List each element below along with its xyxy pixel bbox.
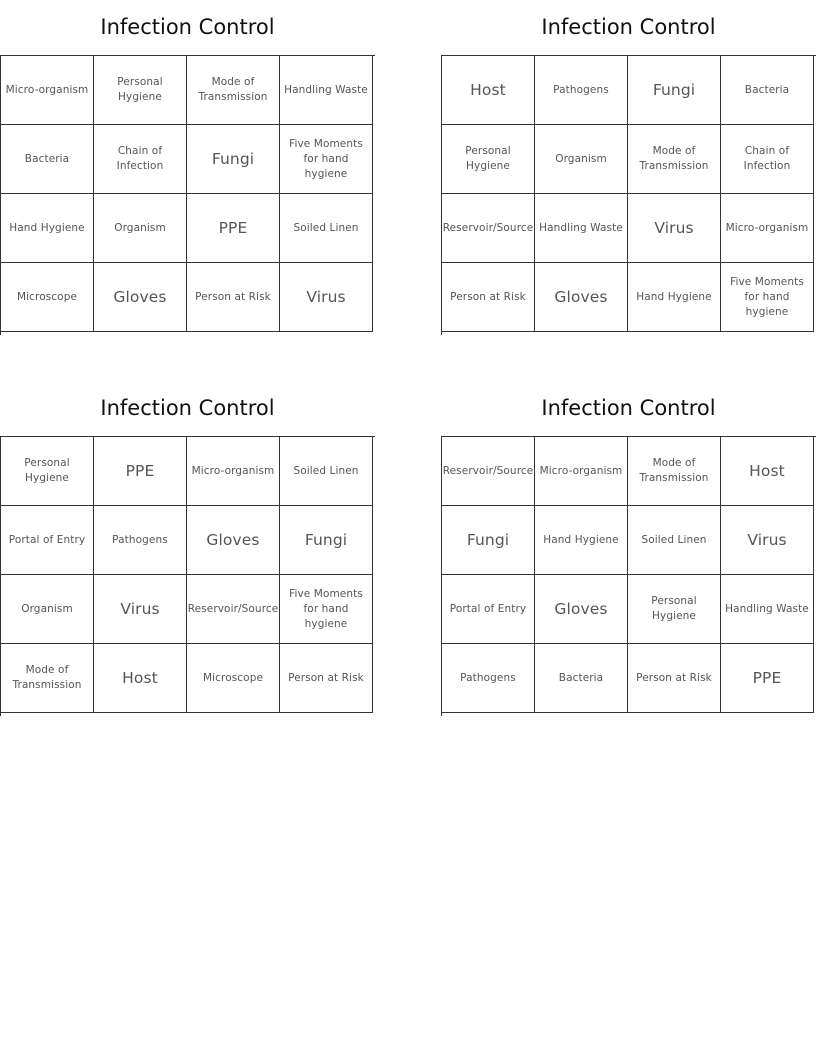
bingo-cell: Bacteria xyxy=(535,644,628,713)
bingo-cell: Organism xyxy=(535,125,628,194)
bingo-cell: Personal Hygiene xyxy=(442,125,535,194)
bingo-cell: Pathogens xyxy=(94,506,187,575)
bingo-cell: Host xyxy=(94,644,187,713)
bingo-cell: Soiled Linen xyxy=(280,194,373,263)
bingo-card-2 xyxy=(441,12,816,318)
bingo-cell: Gloves xyxy=(535,263,628,332)
bingo-cell: Reservoir/Source xyxy=(442,437,535,506)
bingo-cell: Micro-organism xyxy=(721,194,814,263)
bingo-cell: Soiled Linen xyxy=(628,506,721,575)
bingo-cell: Chain of Infection xyxy=(94,125,187,194)
bingo-cell: Mode of Transmission xyxy=(628,437,721,506)
bingo-cell: Personal Hygiene xyxy=(628,575,721,644)
bingo-cell: Host xyxy=(442,56,535,125)
bingo-cell: PPE xyxy=(187,194,280,263)
bingo-cell: Hand Hygiene xyxy=(1,194,94,263)
bingo-cell: Virus xyxy=(628,194,721,263)
bingo-cell: Handling Waste xyxy=(535,194,628,263)
bingo-cell: Handling Waste xyxy=(721,575,814,644)
bingo-cell: Microscope xyxy=(187,644,280,713)
bingo-cell: Fungi xyxy=(442,506,535,575)
bingo-cell: Person at Risk xyxy=(442,263,535,332)
bingo-grid xyxy=(0,436,375,716)
bingo-cell: PPE xyxy=(721,644,814,713)
bingo-cell: Five Moments for hand hygiene xyxy=(280,125,373,194)
bingo-cell: Personal Hygiene xyxy=(1,437,94,506)
bingo-cell: Hand Hygiene xyxy=(535,506,628,575)
bingo-grid xyxy=(441,55,816,335)
bingo-cell: Five Moments for hand hygiene xyxy=(280,575,373,644)
bingo-cell: Bacteria xyxy=(1,125,94,194)
card-title: Infection Control xyxy=(100,15,275,39)
bingo-cell: Reservoir/Source xyxy=(442,194,535,263)
bingo-cell: PPE xyxy=(94,437,187,506)
bingo-cell: Mode of Transmission xyxy=(187,56,280,125)
bingo-card-1 xyxy=(0,12,375,306)
bingo-cell: Organism xyxy=(1,575,94,644)
bingo-cell: Virus xyxy=(280,263,373,332)
bingo-cell: Gloves xyxy=(187,506,280,575)
bingo-cell: Mode of Transmission xyxy=(628,125,721,194)
bingo-cell: Microscope xyxy=(1,263,94,332)
bingo-cell: Pathogens xyxy=(535,56,628,125)
bingo-grid xyxy=(441,436,816,716)
bingo-cell: Handling Waste xyxy=(280,56,373,125)
bingo-cell: Portal of Entry xyxy=(1,506,94,575)
bingo-cell: Gloves xyxy=(535,575,628,644)
bingo-cell: Bacteria xyxy=(721,56,814,125)
bingo-cell: Person at Risk xyxy=(628,644,721,713)
card-title: Infection Control xyxy=(541,396,716,420)
bingo-cell: Five Moments for hand hygiene xyxy=(721,263,814,332)
bingo-card-3 xyxy=(0,393,375,691)
bingo-cell: Person at Risk xyxy=(187,263,280,332)
bingo-cell: Fungi xyxy=(280,506,373,575)
bingo-cell: Micro-organism xyxy=(187,437,280,506)
bingo-grid xyxy=(0,55,375,335)
bingo-cell: Micro-organism xyxy=(535,437,628,506)
bingo-cell: Organism xyxy=(94,194,187,263)
bingo-cell: Virus xyxy=(94,575,187,644)
bingo-cell: Fungi xyxy=(187,125,280,194)
bingo-cell: Portal of Entry xyxy=(442,575,535,644)
card-title: Infection Control xyxy=(541,15,716,39)
bingo-card-4 xyxy=(441,393,816,687)
bingo-cell: Reservoir/Source xyxy=(187,575,280,644)
bingo-cell: Micro-organism xyxy=(1,56,94,125)
bingo-cell: Mode of Transmission xyxy=(1,644,94,713)
card-title: Infection Control xyxy=(100,396,275,420)
bingo-cell: Fungi xyxy=(628,56,721,125)
bingo-cell: Hand Hygiene xyxy=(628,263,721,332)
bingo-cell: Person at Risk xyxy=(280,644,373,713)
bingo-cell: Pathogens xyxy=(442,644,535,713)
bingo-cell: Virus xyxy=(721,506,814,575)
bingo-cell: Gloves xyxy=(94,263,187,332)
bingo-cell: Chain of Infection xyxy=(721,125,814,194)
bingo-cell: Host xyxy=(721,437,814,506)
bingo-cell: Soiled Linen xyxy=(280,437,373,506)
bingo-cell: Personal Hygiene xyxy=(94,56,187,125)
